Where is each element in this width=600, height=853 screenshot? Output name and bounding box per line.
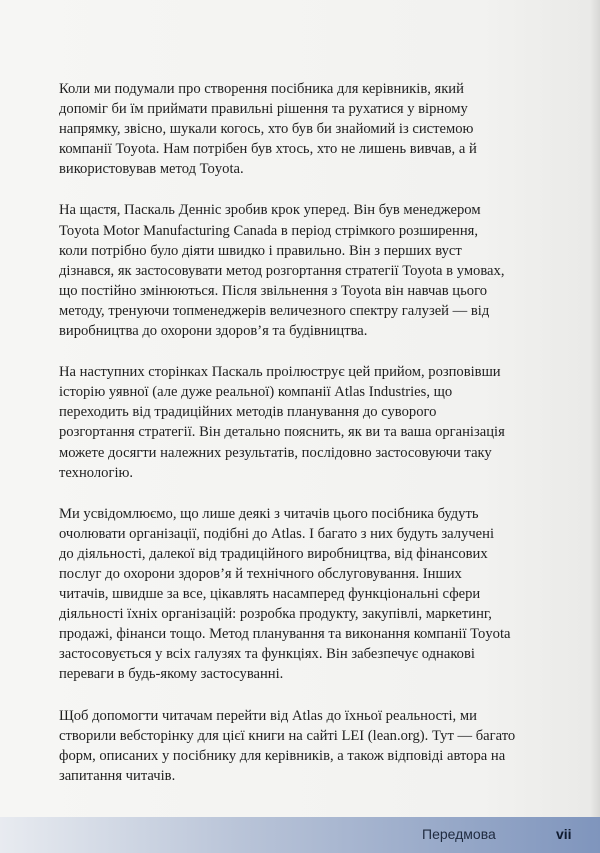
text-line: переходить від традиційних методів планування до суворого bbox=[59, 404, 437, 421]
footer-bar bbox=[0, 817, 600, 853]
paragraph-2 bbox=[59, 200, 537, 341]
text-line: застосовується у всіх галузях та функціях. Він забезпечує однакові bbox=[59, 646, 475, 663]
text-line: що постійно змінюються. Після звільнення з Toyota він навчав цього bbox=[59, 282, 487, 299]
section-title: Передмова bbox=[422, 826, 496, 842]
text-line: На щастя, Паскаль Денніс зробив крок уперед. Він був менеджером bbox=[59, 202, 481, 219]
text-line: до діяльності, далекої від традиційного виробництва, від фінансових bbox=[59, 545, 488, 562]
text-line: Коли ми подумали про створення посібника для керівників, який bbox=[59, 81, 464, 97]
text-line: форм, описаних у посібнику для керівників, а також відповіді автора на bbox=[59, 747, 506, 764]
page-number: vii bbox=[556, 826, 572, 842]
body-text bbox=[59, 79, 537, 807]
text-line: послуг до охорони здоров’я й технічного обслуговування. Інших bbox=[59, 565, 462, 582]
text-line: створили вебсторінку для цієї книги на сайті LEI (lean.org). Тут — багато bbox=[59, 727, 516, 744]
text-line: продажі, фінанси тощо. Метод планування та виконання компанії Toyota bbox=[59, 626, 511, 643]
text-line: читачів, швидше за все, цікавлять насамперед функціональні сфери bbox=[59, 586, 481, 603]
text-line: компанії Toyota. Нам потрібен був хтось, хто не лишень вивчав, а й bbox=[59, 141, 477, 158]
text-line: запитання читачів. bbox=[59, 767, 176, 784]
text-line: методу, тренуючи топменеджерів величезного спектру галузей — від bbox=[59, 302, 490, 319]
text-line: Щоб допомогти читачам перейти від Atlas до їхньої реальності, ми bbox=[59, 707, 477, 724]
paragraph-3 bbox=[59, 362, 537, 483]
text-line: використовував метод Toyota. bbox=[59, 161, 244, 178]
text-line: дізнався, як застосовувати метод розгортання стратегії Toyota в умовах, bbox=[59, 262, 505, 279]
text-line: виробництва до охорони здоров’я та будівництва. bbox=[59, 323, 368, 340]
text-line: технологію. bbox=[59, 464, 134, 481]
paragraph-5 bbox=[59, 706, 537, 786]
text-line: розгортання стратегії. Він детально пояснить, як ви та ваша організація bbox=[59, 424, 505, 441]
page-edge-shadow bbox=[590, 0, 600, 853]
text-line: Toyota Motor Manufacturing Canada в період стрімкого розширення, bbox=[59, 222, 478, 239]
text-line: На наступних сторінках Паскаль проілюструє цей прийом, розповівши bbox=[59, 364, 501, 381]
text-line: очолювати організації, подібні до Atlas. І багато з них будуть залучені bbox=[59, 525, 495, 542]
paragraph-4 bbox=[59, 504, 537, 685]
text-line: допоміг би їм приймати правильні рішення та рухатися у вірному bbox=[59, 101, 468, 118]
text-line: коли потрібно було діяти швидко і правильно. Він з перших вуст bbox=[59, 242, 462, 259]
text-line: діяльності їхніх організацій: розробка продукту, закупівлі, маркетинг, bbox=[59, 606, 492, 623]
paragraph-1 bbox=[59, 79, 537, 179]
text-line: історію уявної (але дуже реальної) компанії Atlas Industries, що bbox=[59, 384, 453, 401]
text-line: Ми усвідомлюємо, що лише деякі з читачів цього посібника будуть bbox=[59, 505, 479, 522]
text-line: напрямку, звісно, шукали когось, хто був би знайомий із системою bbox=[59, 121, 474, 138]
text-line: можете досягти належних результатів, послідовно застосовуючи таку bbox=[59, 444, 492, 461]
text-line: переваги в будь-якому застосуванні. bbox=[59, 666, 284, 683]
